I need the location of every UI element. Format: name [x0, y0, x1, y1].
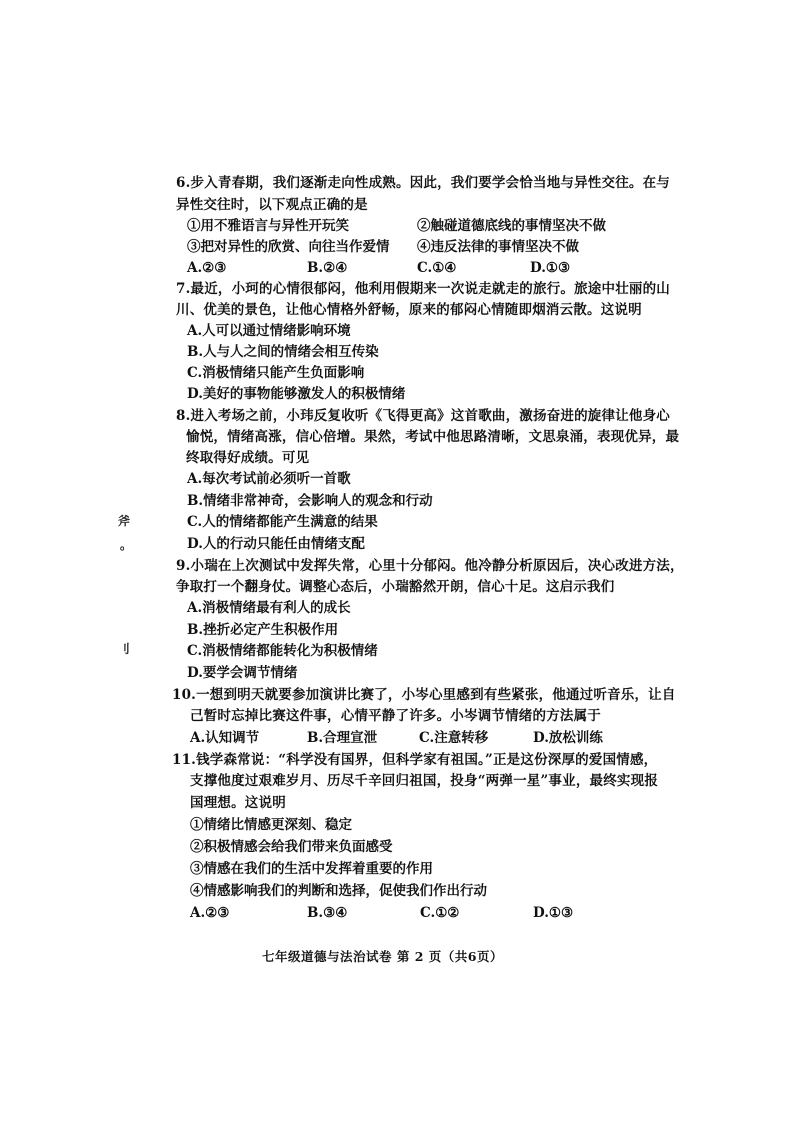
choice-c: C.消极情绪只能产生负面影响 [187, 365, 365, 381]
page-footer: 七年级道德与法治试卷 第 2 页（共6页） [262, 949, 503, 964]
choice-c: C.①④ [417, 260, 457, 276]
margin-mark: 斧 [118, 514, 131, 528]
choice-a: A.每次考试前必须听一首歌 [187, 471, 351, 487]
question-stem-line: 争取打一个翻身仗。调整心态后，小瑞豁然开朗，信心十足。这启示我们 [176, 579, 615, 595]
choice-d: D.放松训练 [533, 730, 603, 746]
question-stem-line: 支撑他度过艰难岁月、历尽千辛回归祖国，投身“两弹一星”事业，最终实现报 [190, 773, 659, 789]
question-stem-line: 10.一想到明天就要参加演讲比赛了，小岑心里感到有些紧张，他通过听音乐，让自 [172, 687, 676, 703]
question-stem-line: 愉悦，情绪高涨，信心倍增。果然，考试中他思路清晰，文思泉涌，表现优异，最 [186, 429, 680, 445]
question-stem-line: 9.小瑞在上次测试中发挥失常，心里十分郁闷。他冷静分析原因后，决心改进方法， [176, 558, 684, 574]
question-stem-line: 6.步入青春期，我们逐渐走向性成熟。因此，我们要学会恰当地与异性交往。在与 [176, 175, 670, 191]
statement-1: ①情绪比情感更深刻、稳定 [190, 817, 352, 833]
choice-b: B.③④ [307, 905, 348, 921]
choice-d: D.美好的事物能够激发人的积极情绪 [187, 386, 406, 402]
statement-3: ③情感在我们的生活中发挥着重要的作用 [190, 861, 433, 877]
choice-c: C.消极情绪都能转化为积极情绪 [187, 643, 378, 659]
choice-a: A.②③ [187, 260, 227, 276]
choice-d: D.要学会调节情绪 [187, 665, 298, 681]
choice-c: C.①② [420, 905, 460, 921]
choice-c: C.注意转移 [419, 730, 489, 746]
question-stem-line: 川、优美的景色，让他心情格外舒畅，原来的郁闷心情随即烟消云散。这说明 [176, 302, 642, 318]
statement-1: ①用不雅语言与异性开玩笑 [187, 218, 349, 234]
choice-d: D.人的行动只能任由情绪支配 [187, 536, 365, 552]
choice-a: A.②③ [190, 905, 230, 921]
statement-2: ②触碰道德底线的事情坚决不做 [417, 218, 606, 234]
question-stem-line: 国理想。这说明 [190, 795, 286, 811]
margin-mark: 。 [120, 538, 133, 552]
choice-b: B.②④ [307, 260, 348, 276]
choice-b: B.合理宣泄 [307, 730, 378, 746]
choice-d: D.①③ [530, 260, 571, 276]
question-stem-line: 11.钱学森常说：“科学没有国界，但科学家有祖国。”正是这份深厚的爱国情感， [172, 752, 658, 768]
statement-4: ④违反法律的事情坚决不做 [417, 239, 579, 255]
question-stem-line: 异性交往时，以下观点正确的是 [176, 197, 368, 213]
choice-b: B.情绪非常神奇，会影响人的观念和行动 [187, 493, 433, 509]
statement-4: ④情感影响我们的判断和选择，促使我们作出行动 [190, 883, 487, 899]
question-stem-line: 7.最近，小珂的心情很郁闷，他利用假期来一次说走就走的旅行。旅途中壮丽的山 [176, 281, 670, 297]
statement-2: ②积极情感会给我们带来负面感受 [190, 839, 393, 855]
choice-b: B.人与人之间的情绪会相互传染 [187, 344, 379, 360]
choice-b: B.挫折必定产生积极作用 [187, 622, 339, 638]
choice-c: C.人的情绪都能产生满意的结果 [187, 514, 378, 530]
choice-a: A.人可以通过情绪影响环境 [187, 323, 351, 339]
question-stem-line: 8.进入考场之前，小玮反复收听《飞得更高》这首歌曲，激扬奋进的旋律让他身心 [176, 408, 670, 424]
choice-a: A.认知调节 [190, 730, 260, 746]
question-stem-line: 终取得好成绩。可见 [186, 450, 310, 466]
margin-mark: 刂 [118, 642, 131, 656]
choice-a: A.消极情绪最有利人的成长 [187, 600, 351, 616]
question-stem-line: 己暂时忘掉比赛这件事，心情平静了许多。小岑调节情绪的方法属于 [190, 708, 601, 724]
statement-3: ③把对异性的欣赏、向往当作爱情 [187, 239, 390, 255]
choice-d: D.①③ [533, 905, 574, 921]
